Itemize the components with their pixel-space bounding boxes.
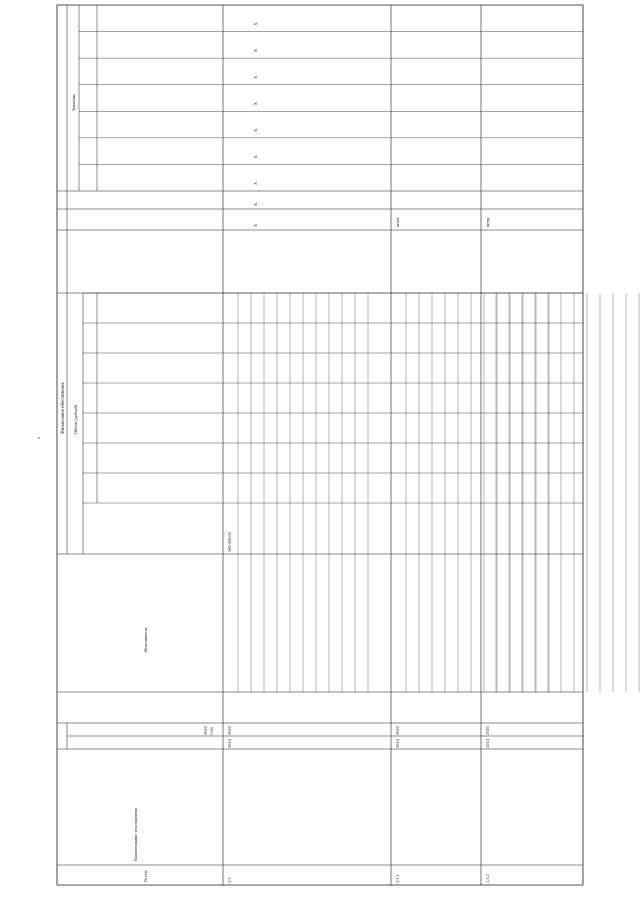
scan-speck bbox=[38, 437, 40, 439]
row-indicator-value: Х bbox=[253, 128, 258, 132]
row-year-from: 2014 bbox=[485, 739, 490, 748]
row-indicator-value: Х bbox=[253, 181, 258, 185]
row-year-to: 2020 bbox=[395, 726, 400, 735]
row-year-to: 2020 bbox=[485, 726, 490, 735]
col-source-header: Исполнитель bbox=[143, 627, 148, 652]
col-to-header: 2020года bbox=[203, 726, 214, 735]
row-number: 1.3 bbox=[227, 877, 232, 883]
row-indicator-value: Х bbox=[253, 22, 258, 26]
col-finance-header: Финансовое обеспечение bbox=[61, 382, 66, 434]
col-volume-header: Объем (рублей) bbox=[73, 404, 78, 434]
row-indicator-value: Х bbox=[253, 155, 258, 159]
row-number: 1.3.1 bbox=[395, 874, 400, 883]
row-unit: штук bbox=[395, 217, 400, 227]
row-indicator-value: Х bbox=[253, 102, 258, 106]
row-unit: штук bbox=[485, 217, 490, 227]
row-year-from: 2014 bbox=[395, 739, 400, 748]
row-year-from: 2014 bbox=[227, 739, 232, 748]
row-total-value: 565 000,00 bbox=[227, 532, 232, 552]
col-value-header: Значение bbox=[71, 93, 76, 111]
row-number: 1.3.2 bbox=[485, 874, 490, 883]
row-unit: Х bbox=[253, 223, 258, 227]
row-indicator-value: Х bbox=[253, 48, 258, 53]
row-indicator-value: Х bbox=[253, 75, 258, 79]
col-number-header: № п/п bbox=[143, 870, 148, 882]
row-year-to: 2020 bbox=[227, 726, 232, 735]
row-base-value: Х bbox=[253, 202, 258, 206]
col-name-header: Наименование мероприятия bbox=[133, 808, 138, 861]
